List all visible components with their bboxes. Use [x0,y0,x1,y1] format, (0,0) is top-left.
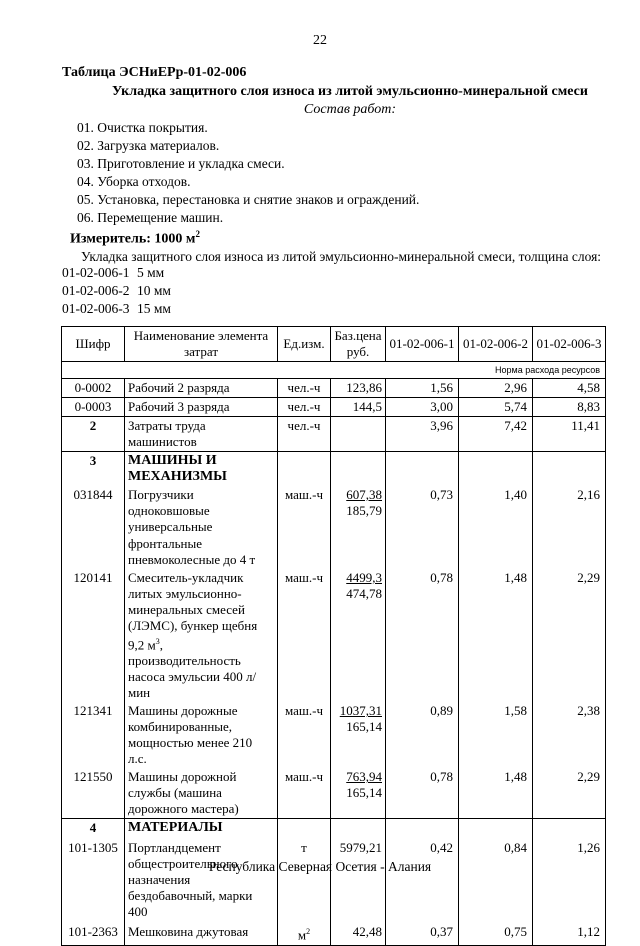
page-number: 22 [313,33,327,48]
row-unit: маш.-ч [278,768,331,819]
row-v2: 1,40 [459,486,533,569]
work-step: 03. Приготовление и укладка смеси. [77,156,285,171]
row-name: Погрузчики одноковшовые универсальные фронтальные пневмоколесные до 4 т [125,486,278,569]
row-code: 101-1305 [62,837,125,923]
thickness-item: 01-02-006-1 5 мм [62,265,165,280]
row-v2: 2,96 [459,379,533,398]
header-price: Баз.цена руб. [331,327,386,362]
row-code: 031844 [62,486,125,569]
section-code: 4 [62,819,125,838]
row-code: 121341 [62,702,125,768]
row-price: 144,5 [331,398,386,417]
work-step: 02. Загрузка материалов. [77,138,220,153]
row-v2: 0,84 [459,837,533,923]
section-row [62,819,606,838]
row-v1: 0,42 [386,837,459,923]
row-v3: 1,26 [533,837,606,923]
row-v1: 0,78 [386,768,459,819]
table-id: Таблица ЭСНиЕРр-01-02-006 [62,65,247,80]
section-code: 3 [62,452,125,487]
header-col3: 01-02-006-3 [533,327,606,362]
row-price: 42,48 [331,923,386,945]
header-name: Наименование элемента затрат [125,327,278,362]
row-unit: чел.-ч [278,417,331,452]
work-heading: Состав работ: [303,102,397,117]
row-code: 2 [62,417,125,452]
row-v1: 3,00 [386,398,459,417]
row-name: Машины дорожные комбинированные, мощностью менее 210 л.с. [125,702,278,768]
row-code: 0-0002 [62,379,125,398]
row-v2: 5,74 [459,398,533,417]
row-v1: 0,89 [386,702,459,768]
table-row [62,486,606,569]
section-name: МАТЕРИАЛЫ [125,819,278,838]
header-col1: 01-02-006-1 [386,327,459,362]
row-name: Смеситель-укладчик литых эмульсионно-минеральных смесей (ЛЭМС), бункер щебня 9,2 $м^3$, производительность насоса эмульсии 400 л/мин [125,569,278,702]
row-v3: 2,29 [533,768,606,819]
row-name: Машины дорожной службы (машина дорожного мастера) [125,768,278,819]
thickness-item: 01-02-006-2 10 мм [62,283,171,298]
row-unit: маш.-ч [278,486,331,569]
row-v1: 3,96 [386,417,459,452]
row-v1: 0,73 [386,486,459,569]
table-row [62,702,606,768]
row-v3: 1,12 [533,923,606,945]
row-v3: 4,58 [533,379,606,398]
row-name: Мешковина джутовая [125,923,278,945]
table-row [62,569,606,702]
row-name: Портландцемент общестроительного назначения бездобавочный, марки 400 [125,837,278,923]
work-step: 01. Очистка покрытия. [77,120,208,135]
work-step: 06. Перемещение машин. [77,210,224,225]
row-unit: чел.-ч [278,398,331,417]
row-v2: 1,48 [459,569,533,702]
row-unit: маш.-ч [278,702,331,768]
table-row [62,837,606,923]
row-name: Рабочий 2 разряда [125,379,278,398]
table-row [62,398,606,417]
row-v2: 1,48 [459,768,533,819]
section-row [62,452,606,487]
row-price [331,417,386,452]
row-price: 4499,3 474,78 [331,569,386,702]
table-row [62,379,606,398]
row-name: Рабочий 3 разряда [125,398,278,417]
row-v1: 0,37 [386,923,459,945]
norm-label: Норма расхода ресурсов [62,362,606,379]
row-price: 123,86 [331,379,386,398]
row-code: 121550 [62,768,125,819]
row-v1: 0,78 [386,569,459,702]
row-v2: 0,75 [459,923,533,945]
row-v2: 7,42 [459,417,533,452]
footer: Республика Северная Осетия - Алания [208,859,432,874]
row-v3: 2,29 [533,569,606,702]
row-code: 0-0003 [62,398,125,417]
section-name: МАШИНЫ И МЕХАНИЗМЫ [125,452,278,487]
row-name: Затраты труда машинистов [125,417,278,452]
header-unit: Ед.изм. [278,327,331,362]
row-price: 5979,21 [331,837,386,923]
row-v1: 1,56 [386,379,459,398]
work-step: 05. Установка, перестановка и снятие знаков и ограждений. [77,192,420,207]
resource-table [61,326,606,946]
measure-label: Измеритель: 1000 $м^2$ [70,229,200,247]
row-code: 120141 [62,569,125,702]
header-col2: 01-02-006-2 [459,327,533,362]
table-row [62,768,606,819]
row-price: 1037,31 165,14 [331,702,386,768]
row-unit: т [278,837,331,923]
description: Укладка защитного слоя износа из литой эмульсионно-минеральной смеси, толщина слоя: [81,249,602,264]
row-v3: 11,41 [533,417,606,452]
work-step: 04. Уборка отходов. [77,174,191,189]
row-unit: $м^2$ [278,923,331,945]
row-v3: 8,83 [533,398,606,417]
row-v3: 2,16 [533,486,606,569]
row-unit: чел.-ч [278,379,331,398]
row-v3: 2,38 [533,702,606,768]
row-code: 101-2363 [62,923,125,945]
table-header-row [62,327,606,362]
row-unit: маш.-ч [278,569,331,702]
table-row [62,923,606,945]
table-title: Укладка защитного слоя износа из литой эмульсионно-минеральной смеси [112,84,588,99]
row-v2: 1,58 [459,702,533,768]
row-price: 763,94 165,14 [331,768,386,819]
thickness-item: 01-02-006-3 15 мм [62,301,171,316]
norm-row [62,362,606,379]
table-row [62,417,606,452]
header-code: Шифр [62,327,125,362]
row-price: 607,38 185,79 [331,486,386,569]
